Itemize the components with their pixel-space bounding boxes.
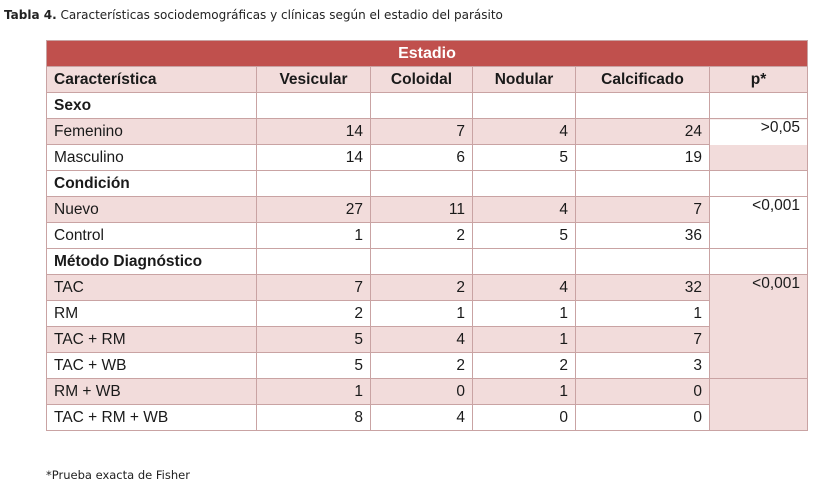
table-row — [47, 223, 808, 249]
cell-value: 27 — [257, 197, 371, 223]
cell-value: 7 — [371, 119, 473, 145]
table-row — [47, 405, 808, 431]
column-header: Nodular — [473, 67, 576, 93]
cell-value: 1 — [473, 379, 576, 405]
p-value: <0,001 — [710, 197, 808, 249]
table-row — [47, 197, 808, 223]
table-row — [47, 145, 808, 171]
cell-value: 4 — [371, 327, 473, 353]
cell-value: 11 — [371, 197, 473, 223]
row-label: RM + WB — [47, 379, 257, 405]
section-row — [47, 93, 808, 119]
cell-value: 1 — [473, 327, 576, 353]
table-row — [47, 301, 808, 327]
row-label: Masculino — [47, 145, 257, 171]
column-header: p* — [710, 67, 808, 93]
cell-value: 2 — [371, 275, 473, 301]
row-label: TAC + WB — [47, 353, 257, 379]
cell-value: 4 — [473, 119, 576, 145]
cell-value: 2 — [473, 353, 576, 379]
footnote: *Prueba exacta de Fisher — [46, 468, 190, 482]
cell-value: 4 — [473, 197, 576, 223]
cell-value: 36 — [576, 223, 710, 249]
row-label: Nuevo — [47, 197, 257, 223]
row-label: TAC + RM + WB — [47, 405, 257, 431]
cell-value: 1 — [257, 223, 371, 249]
cell-value: 14 — [257, 119, 371, 145]
section-row — [47, 171, 808, 197]
caption-text: Características sociodemográficas y clínicas según el estadio del parásito — [60, 8, 503, 22]
cell-value: 5 — [257, 327, 371, 353]
row-label: TAC + RM — [47, 327, 257, 353]
data-table — [46, 40, 808, 431]
cell-value: 19 — [576, 145, 710, 171]
cell-value: 4 — [371, 405, 473, 431]
row-label: TAC — [47, 275, 257, 301]
cell-value: 14 — [257, 145, 371, 171]
table-row — [47, 119, 808, 145]
cell-value: 0 — [576, 405, 710, 431]
cell-value: 0 — [371, 379, 473, 405]
table-row — [47, 275, 808, 301]
cell-value: 7 — [576, 327, 710, 353]
cell-value: 3 — [576, 353, 710, 379]
row-label: Femenino — [47, 119, 257, 145]
cell-value: 8 — [257, 405, 371, 431]
column-header: Característica — [47, 67, 257, 93]
cell-value: 1 — [257, 379, 371, 405]
cell-value: 6 — [371, 145, 473, 171]
section-row — [47, 249, 808, 275]
cell-value: 7 — [576, 197, 710, 223]
table-row — [47, 327, 808, 353]
cell-value: 1 — [371, 301, 473, 327]
cell-value: 24 — [576, 119, 710, 145]
column-header: Calcificado — [576, 67, 710, 93]
cell-value: 32 — [576, 275, 710, 301]
cell-value: 5 — [473, 145, 576, 171]
stage-banner: Estadio — [47, 41, 808, 67]
cell-value: 2 — [371, 223, 473, 249]
cell-value: 2 — [257, 301, 371, 327]
table-caption — [4, 8, 503, 22]
cell-value: 1 — [576, 301, 710, 327]
cell-value: 5 — [473, 223, 576, 249]
p-value: >0,05 — [710, 119, 808, 171]
cell-value: 2 — [371, 353, 473, 379]
cell-value: 7 — [257, 275, 371, 301]
cell-value: 5 — [257, 353, 371, 379]
table-row — [47, 379, 808, 405]
cell-value: 0 — [473, 405, 576, 431]
section-title: Método Diagnóstico — [47, 249, 257, 275]
table-row — [47, 353, 808, 379]
column-header: Vesicular — [257, 67, 371, 93]
caption-label: Tabla 4. — [4, 8, 57, 22]
cell-value: 0 — [576, 379, 710, 405]
row-label: Control — [47, 223, 257, 249]
section-title: Sexo — [47, 93, 257, 119]
cell-value: 4 — [473, 275, 576, 301]
p-value: <0,001 — [710, 275, 808, 379]
section-title: Condición — [47, 171, 257, 197]
column-header: Coloidal — [371, 67, 473, 93]
cell-value: 1 — [473, 301, 576, 327]
row-label: RM — [47, 301, 257, 327]
